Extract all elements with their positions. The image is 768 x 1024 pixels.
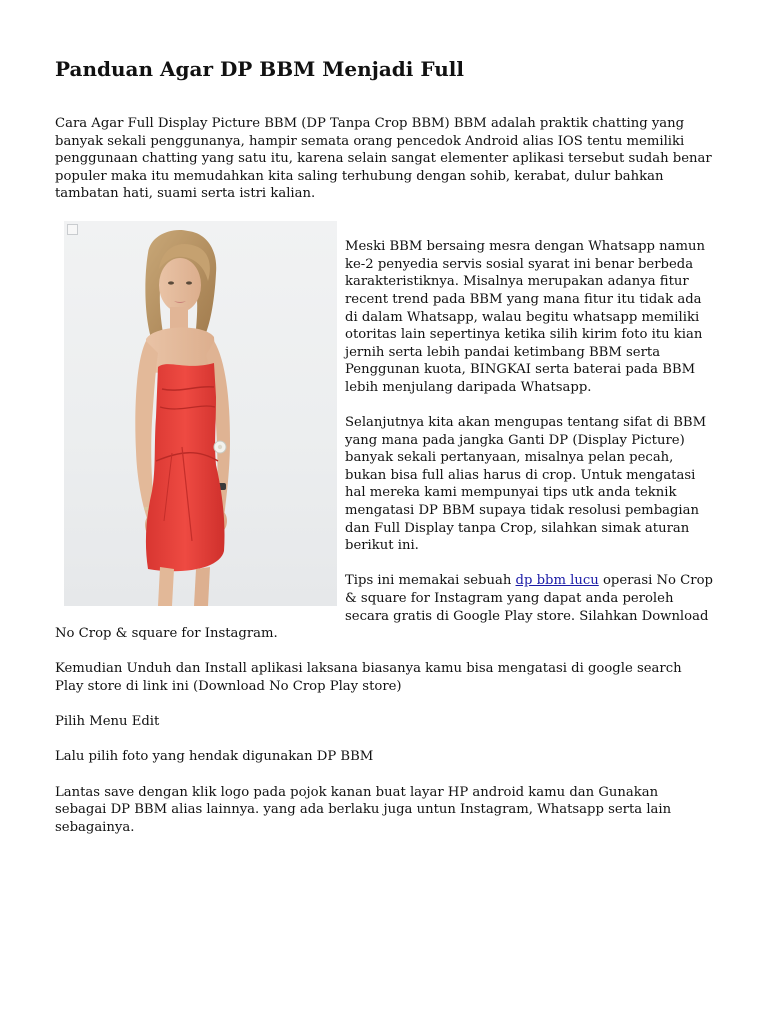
paragraph-save: Lantas save dengan klik logo pada pojok kanan buat layar HP android kamu dan Gunakan sebagai DP BBM alias lainnya. yang ada berlaku juga untun Instagram, Whatsapp serta lain sebagainya.: [55, 784, 672, 835]
dp-bbm-lucu-link[interactable]: dp bbm lucu: [515, 573, 599, 589]
intro-paragraph: Cara Agar Full Display Picture BBM (DP Tanpa Crop BBM) BBM adalah praktik chatting yang banyak sekali penggunanya, hampir semata orang pencedok Android alias IOS tentu memiliki penggunaan chatting yang satu itu, karena selain sangat elementer aplikasi tersebut sudah benar populer maka itu memudahkan kita saling terhubung dengan sohib, kerabat, dulur bahkan tambatan hati, suami serta istri kalian.: [55, 116, 712, 202]
photo-illustration: [64, 221, 337, 606]
article-body: [55, 115, 713, 854]
page-title: Panduan Agar DP BBM Menjadi Full: [55, 57, 464, 81]
tips-text-after: operasi No Crop & square for Instagram yang dapat anda peroleh secara gratis di Google Play store. Silahkan Download No Crop & square for Instagram.: [55, 573, 713, 642]
tips-text-before: Tips ini memakai sebuah: [345, 573, 516, 589]
paragraph-bbm-vs-whatsapp: Meski BBM bersaing mesra dengan Whatsapp namun ke-2 penyedia servis sosial syarat ini benar berbeda karakteristiknya. Misalnya merupakan adanya fitur recent trend pada BBM yang mana fitur itu tidak ada di dalam Whatsapp, walau begitu whatsapp memiliki otoritas lain sepertinya ketika silih kirim foto itu kian jernih serta lebih pandai ketimbang BBM serta Penggunan kuota, BINGKAI serta baterai pada BBM lebih menjulang daripada Whatsapp.: [345, 239, 706, 395]
paragraph-download: Kemudian Unduh dan Install aplikasi laksana biasanya kamu bisa mengatasi di google search Play store di link ini (Download No Crop Play store): [55, 661, 682, 694]
photo-woman-red-dress: [64, 221, 337, 606]
paragraph-edit-menu: Pilih Menu Edit: [55, 714, 160, 730]
figure: [55, 221, 335, 625]
paragraph-dp-problem: Selanjutnya kita akan mengupas tentang sifat di BBM yang mana pada jangka Ganti DP (Display Picture) banyak sekali pertanyaan, misalnya pelan pecah, bukan bisa full alias harus di crop. Untuk mengatasi hal mereka kami mempunyai tips utk anda teknik mengatasi DP BBM supaya tidak resolusi pembagian dan Full Display tanpa Crop, silahkan simak aturan berikut ini.: [345, 415, 707, 554]
paragraph-choose-photo: Lalu pilih foto yang hendak digunakan DP BBM: [55, 749, 374, 765]
